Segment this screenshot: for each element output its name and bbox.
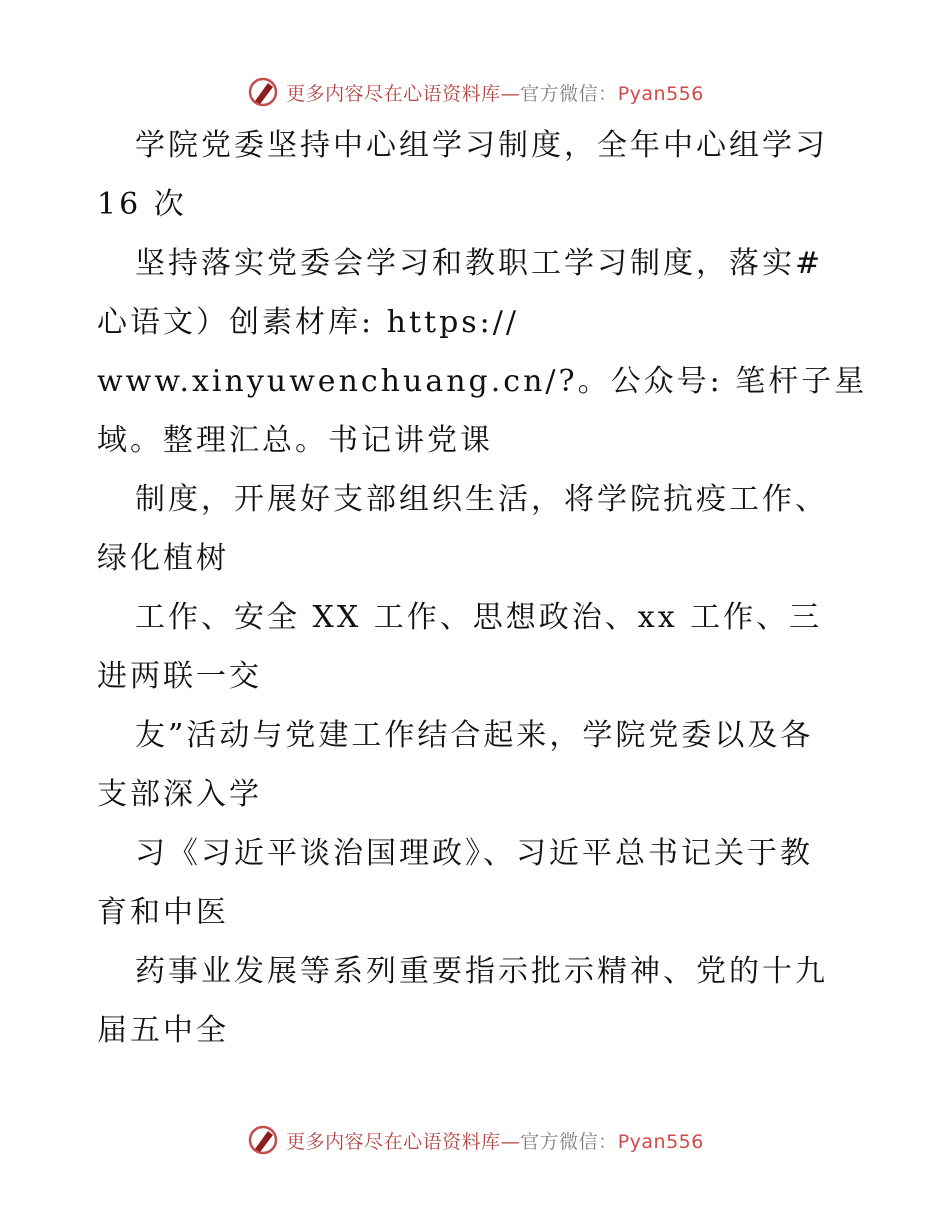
body-line: 友”活动与党建工作结合起来，学院党委以及各 [135,718,814,753]
body-line: 域。整理汇总。书记讲党课 [97,423,493,458]
body-line: 届五中全 [97,1013,229,1048]
watermark-wechat-id: Pyan556 [617,82,704,105]
body-line: 习《习近平谈治国理政》、习近平总书记关于教 [135,836,813,871]
body-line: 16 次 [97,187,187,222]
watermark-wechat-label: 官方微信： [520,1130,618,1153]
watermark-header [0,72,950,112]
watermark-main: 更多内容尽在心语资料库— [286,1130,521,1153]
body-line: 制度，开展好支部组织生活，将学院抗疫工作、 [135,482,828,517]
body-line: 支部深入学 [97,777,262,812]
body-line: 育和中医 [97,895,229,930]
pen-logo-icon [246,75,280,109]
body-line: www.xinyuwenchuang.cn/?。公众号: 笔杆子星 [97,364,868,399]
body-line: 工作、安全 XX 工作、思想政治、xx 工作、三 [135,600,823,635]
body-line: 心语文）创素材库: https:// [97,305,519,340]
body-line: 坚持落实党委会学习和教职工学习制度，落实# [135,246,824,281]
document-body [97,116,867,1060]
watermark-wechat-id: Pyan556 [617,1130,704,1153]
watermark-text [286,1127,704,1154]
watermark-wechat-label: 官方微信： [520,82,618,105]
watermark-main: 更多内容尽在心语资料库— [286,82,521,105]
body-line: 药事业发展等系列重要指示批示精神、党的十九 [135,954,828,989]
watermark-text [286,79,704,106]
body-line: 学院党委坚持中心组学习制度，全年中心组学习 [135,128,828,163]
pen-logo-icon [246,1123,280,1157]
body-line: 进两联一交 [97,659,262,694]
watermark-footer [0,1120,950,1160]
body-line: 绿化植树 [97,541,229,576]
